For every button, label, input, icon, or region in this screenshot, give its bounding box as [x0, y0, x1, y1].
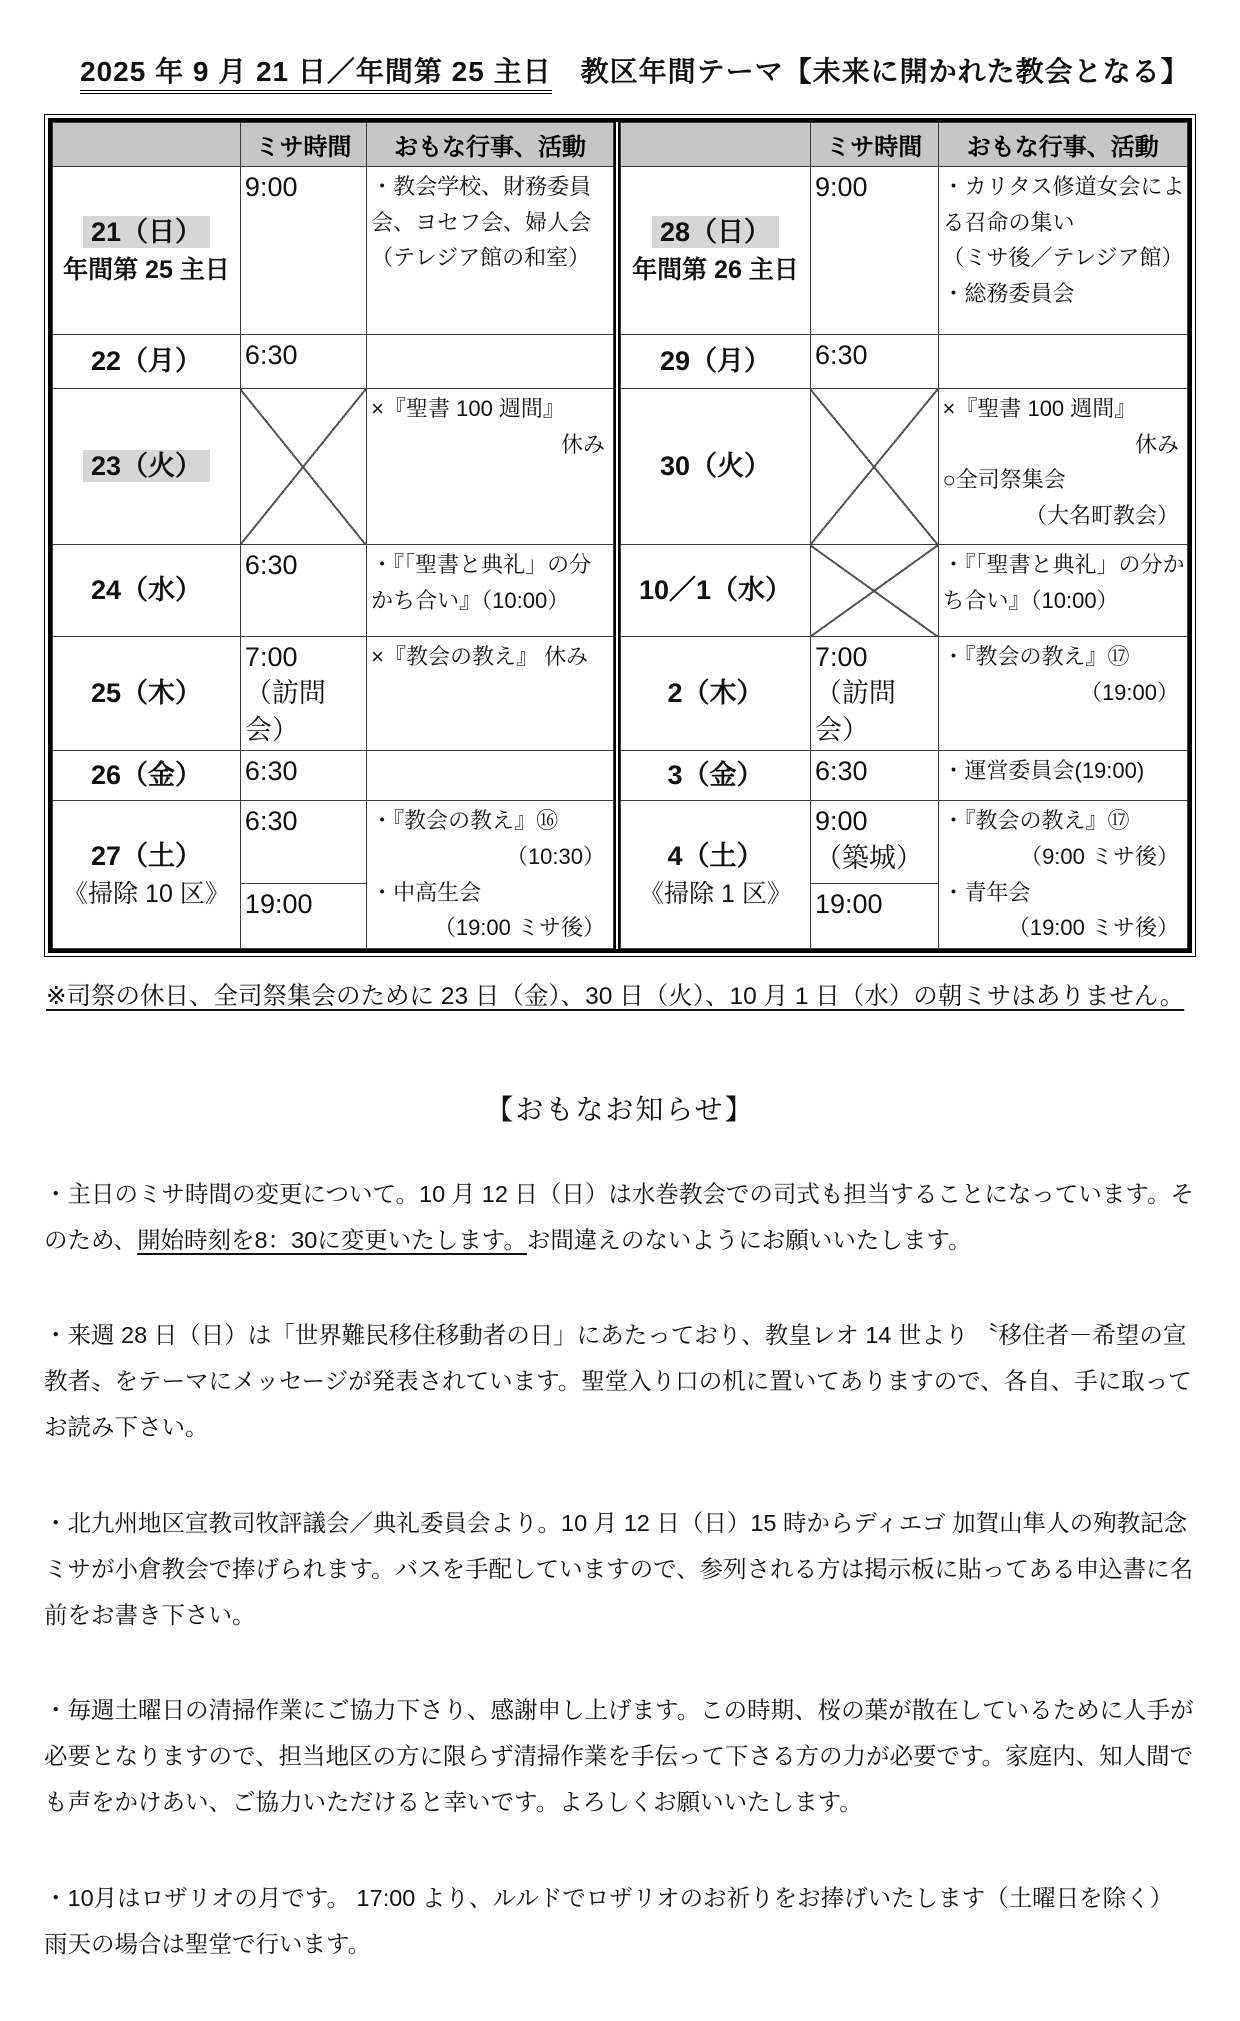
- cell-right-mon-events: [938, 335, 1188, 389]
- header-date-right: [621, 123, 811, 167]
- date-cleaning-zone: 《掃除 10 区》: [63, 880, 230, 908]
- date-highlight: 21（日）: [83, 216, 210, 248]
- cell-right-thu-events: ・『教会の教え』⑰ （19:00）: [938, 637, 1188, 751]
- header-events-right: おもな行事、活動: [938, 123, 1188, 167]
- date-main: 27（土）: [90, 840, 202, 871]
- cell-right-sun-date: [621, 167, 811, 335]
- date-highlight: 23（火）: [83, 450, 210, 482]
- header-date-left: [53, 123, 241, 167]
- time-main: 7:00: [244, 642, 298, 672]
- cell-right-fri-time: 6:30: [810, 751, 938, 801]
- cell-right-sat-date: [621, 801, 811, 949]
- time-main: 9:00: [814, 806, 868, 837]
- cell-right-sun-events: ・カリタス修道女会によ る召命の集い （ミサ後／テレジア館） ・総務委員会: [938, 167, 1188, 335]
- cell-left-thu-events: ×『教会の教え』 休み: [367, 637, 614, 751]
- cell-left-sun-date: [53, 167, 241, 335]
- schedule-table-inner: [48, 118, 1192, 953]
- time-note: （築城）: [814, 842, 923, 873]
- cell-left-mon-events: [367, 335, 614, 389]
- week-left: [52, 122, 620, 949]
- week-right: [620, 122, 1188, 949]
- cell-left-tue-time-crossed: [240, 389, 366, 545]
- time-main: 7:00: [814, 642, 868, 672]
- cell-left-sat-events: ・『教会の教え』⑯ （10:30） ・中高生会 （19:00 ミサ後）: [367, 801, 614, 949]
- cell-left-thu-date: 25（木）: [53, 637, 241, 751]
- announcement-mass-time-change: ・主日のミサ時間の変更について。10 月 12 日（日）は水巻教会での司式も担当することになっています。そのため、開始時刻を8：30に変更いたします。お間違えのないようにお願いいたします。: [44, 1180, 1195, 1253]
- date-highlight: 28（日）: [652, 216, 779, 248]
- announcement-migrants-day: ・来週 28 日（日）は「世界難民移住移動者の日」にあたっており、教皇レオ 14 世より 〝移住者－希望の宣教者〟をテーマにメッセージが発表されています。聖堂入り口の机に置いてありますので、各自、手に取ってお読み下さい。: [44, 1322, 1192, 1441]
- cell-right-fri-events: ・運営委員会(19:00): [938, 751, 1188, 801]
- cell-right-mon-time: 6:30: [810, 335, 938, 389]
- cell-right-tue-date: 30（火）: [621, 389, 811, 545]
- cell-right-thu-time: [810, 637, 938, 751]
- cell-right-sat-time-evening: 19:00: [810, 884, 938, 948]
- cell-right-thu-date: 2（木）: [621, 637, 811, 751]
- date-main: 4（土）: [667, 840, 764, 871]
- underlined-time-change: 開始時刻を8：30に変更いたします。: [137, 1226, 527, 1253]
- title-date: 2025 年 9 月 21 日／年間第 25 主日: [80, 56, 552, 94]
- cell-left-wed-date: 24（水）: [53, 545, 241, 637]
- cell-left-mon-date: 22（月）: [53, 335, 241, 389]
- cell-right-mon-date: 29（月）: [621, 335, 811, 389]
- cell-left-wed-events: ・『「聖書と典礼」の分 かち合い』（10:00）: [367, 545, 614, 637]
- no-morning-mass-note: ※司祭の休日、全司祭集会のために 23 日（金）、30 日（火）、10 月 1 日（水）の朝ミサはありません。: [46, 982, 1185, 1010]
- date-cleaning-zone: 《掃除 1 区》: [639, 880, 792, 908]
- announcements-heading: 【おもなお知らせ】: [485, 1093, 755, 1125]
- cell-left-sat-time-evening: 19:00: [240, 884, 366, 948]
- cell-right-tue-events: ×『聖書 100 週間』 休み ○全司祭集会 （大名町教会）: [938, 389, 1188, 545]
- cell-right-fri-date: 3（金）: [621, 751, 811, 801]
- cell-left-fri-events: [367, 751, 614, 801]
- cell-left-sat-date: [53, 801, 241, 949]
- cell-left-tue-date: [53, 389, 241, 545]
- cell-left-tue-events: ×『聖書 100 週間』 休み: [367, 389, 614, 545]
- schedule-table-right: [620, 122, 1188, 949]
- cell-right-sun-time: 9:00: [810, 167, 938, 335]
- cell-right-wed-date: 10／1（水）: [621, 545, 811, 637]
- cell-left-sun-time: 9:00: [240, 167, 366, 335]
- cell-right-sat-time-morning: [810, 801, 938, 884]
- cell-right-sat-events: ・『教会の教え』⑰ （9:00 ミサ後） ・青年会 （19:00 ミサ後）: [938, 801, 1188, 949]
- announcement-martyr-memorial-mass: ・北九州地区宣教司牧評議会／典礼委員会より。10 月 12 日（日）15 時からディエゴ 加賀山隼人の殉教記念ミサが小倉教会で捧げられます。バスを手配していますので、参列される方は掲示板に貼ってある申込書に名前をお書き下さい。: [44, 1509, 1194, 1628]
- cell-left-sun-events: ・教会学校、財務委員 会、ヨセフ会、婦人会 （テレジア館の和室）: [367, 167, 614, 335]
- cell-left-fri-time: 6:30: [240, 751, 366, 801]
- header-mass-time-right: ミサ時間: [810, 123, 938, 167]
- cell-left-mon-time: 6:30: [240, 335, 366, 389]
- schedule-table: [44, 114, 1196, 957]
- header-mass-time-left: ミサ時間: [240, 123, 366, 167]
- header-events-left: おもな行事、活動: [367, 123, 614, 167]
- cell-left-wed-time: 6:30: [240, 545, 366, 637]
- cell-left-fri-date: 26（金）: [53, 751, 241, 801]
- time-note: （訪問会）: [244, 678, 326, 745]
- schedule-table-left: [52, 122, 614, 949]
- cell-right-wed-events: ・『「聖書と典礼」の分か ち合い』（10:00）: [938, 545, 1188, 637]
- cell-left-sat-time-morning: 6:30: [240, 801, 366, 884]
- page-title: [44, 34, 1196, 100]
- cell-left-thu-time: [240, 637, 366, 751]
- announcement-cleaning-help: ・毎週土曜日の清掃作業にご協力下さり、感謝申し上げます。この時期、桜の葉が散在しているために人手が必要となりますので、担当地区の方に限らず清掃作業を手伝って下さる方の力が必要です。家庭内、知人間でも声をかけあい、ご協力いただけると幸いです。よろしくお願いいたします。: [44, 1697, 1194, 1815]
- announcement-rosary-month: ・10月はロザリオの月です。 17:00 より、ルルドでロザリオのお祈りをお捧げいたします（土曜日を除く）雨天の場合は聖堂で行います。: [44, 1884, 1174, 1957]
- title-theme: 教区年間テーマ【未来に開かれた教会となる】: [551, 56, 1190, 87]
- cell-right-tue-time-crossed: [810, 389, 938, 545]
- time-note: （訪問会）: [814, 678, 896, 745]
- date-subtitle: 年間第 26 主日: [632, 255, 799, 284]
- date-subtitle: 年間第 25 主日: [63, 255, 230, 284]
- cell-right-wed-time-crossed: [810, 545, 938, 637]
